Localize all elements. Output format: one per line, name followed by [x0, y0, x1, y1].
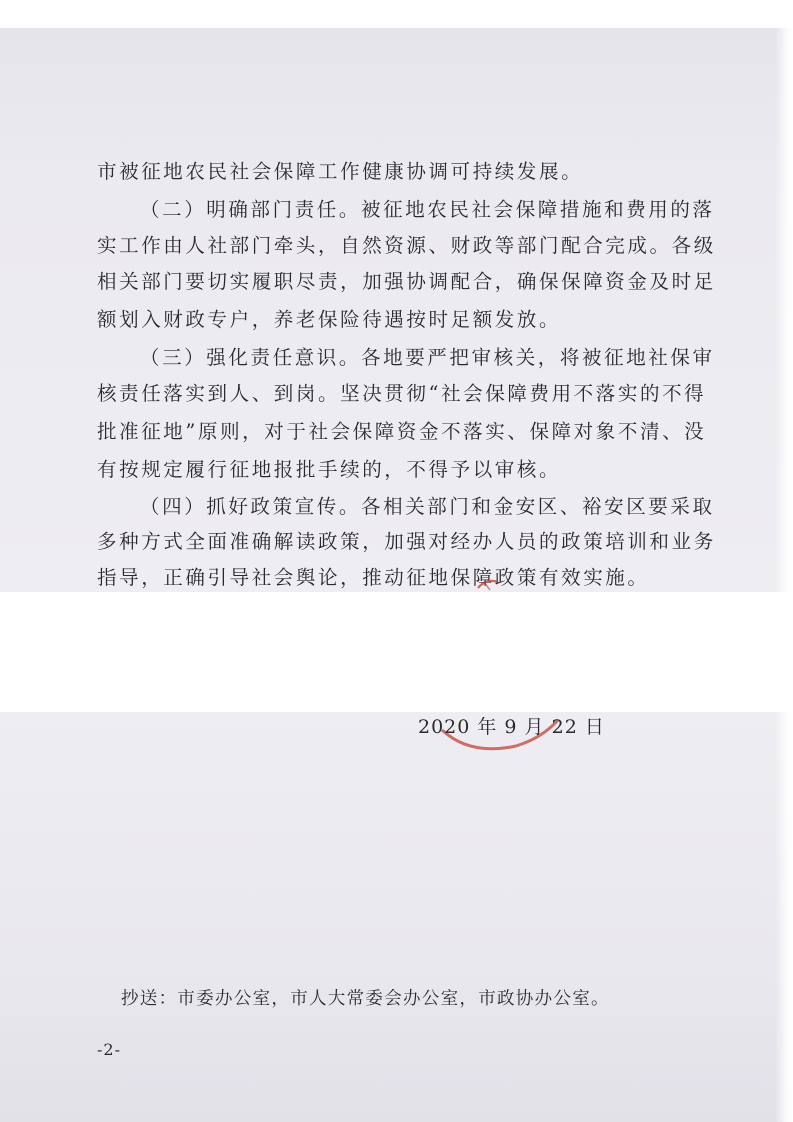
- body-line: （三）强化责任意识。各地要严把审核关，将被征地社保审: [140, 346, 715, 369]
- page-number: -2-: [97, 1040, 121, 1059]
- body-line: 批准征地”原则，对于社会保障资金不落实、保障对象不清、没: [97, 420, 707, 443]
- scanned-page-lower: [0, 712, 793, 1122]
- body-line: 额划入财政专户，养老保险待遇按时足额发放。: [97, 308, 562, 331]
- cc-recipients: 抄送：市委办公室，市人大常委会办公室，市政协办公室。: [121, 989, 610, 1009]
- body-line: 市被征地农民社会保障工作健康协调可持续发展。: [97, 160, 584, 183]
- body-line: 多种方式全面准确解读政策，加强对经办人员的政策培训和业务: [97, 530, 716, 553]
- body-line: 相关部门要切实履职尽责，加强协调配合，确保保障资金及时足: [97, 270, 716, 293]
- body-line: 实工作由人社部门牵头，自然资源、财政等部门配合完成。各级: [97, 234, 716, 257]
- top-margin: [0, 0, 793, 28]
- page-edge-shadow: [775, 0, 793, 1122]
- body-line: 有按规定履行征地报批手续的，不得予以审核。: [97, 458, 562, 481]
- body-line: 指导，正确引导社会舆论，推动征地保障政策有效实施。: [97, 566, 650, 589]
- body-line: （四）抓好政策宣传。各相关部门和金安区、裕安区要采取: [140, 495, 715, 518]
- issue-date: 2020 年 9 月 22 日: [418, 716, 605, 738]
- body-line: （二）明确部门责任。被征地农民社会保障措施和费用的落: [140, 198, 715, 221]
- body-line: 核责任落实到人、到岗。坚决贯彻“社会保障费用不落实的不得: [97, 382, 707, 405]
